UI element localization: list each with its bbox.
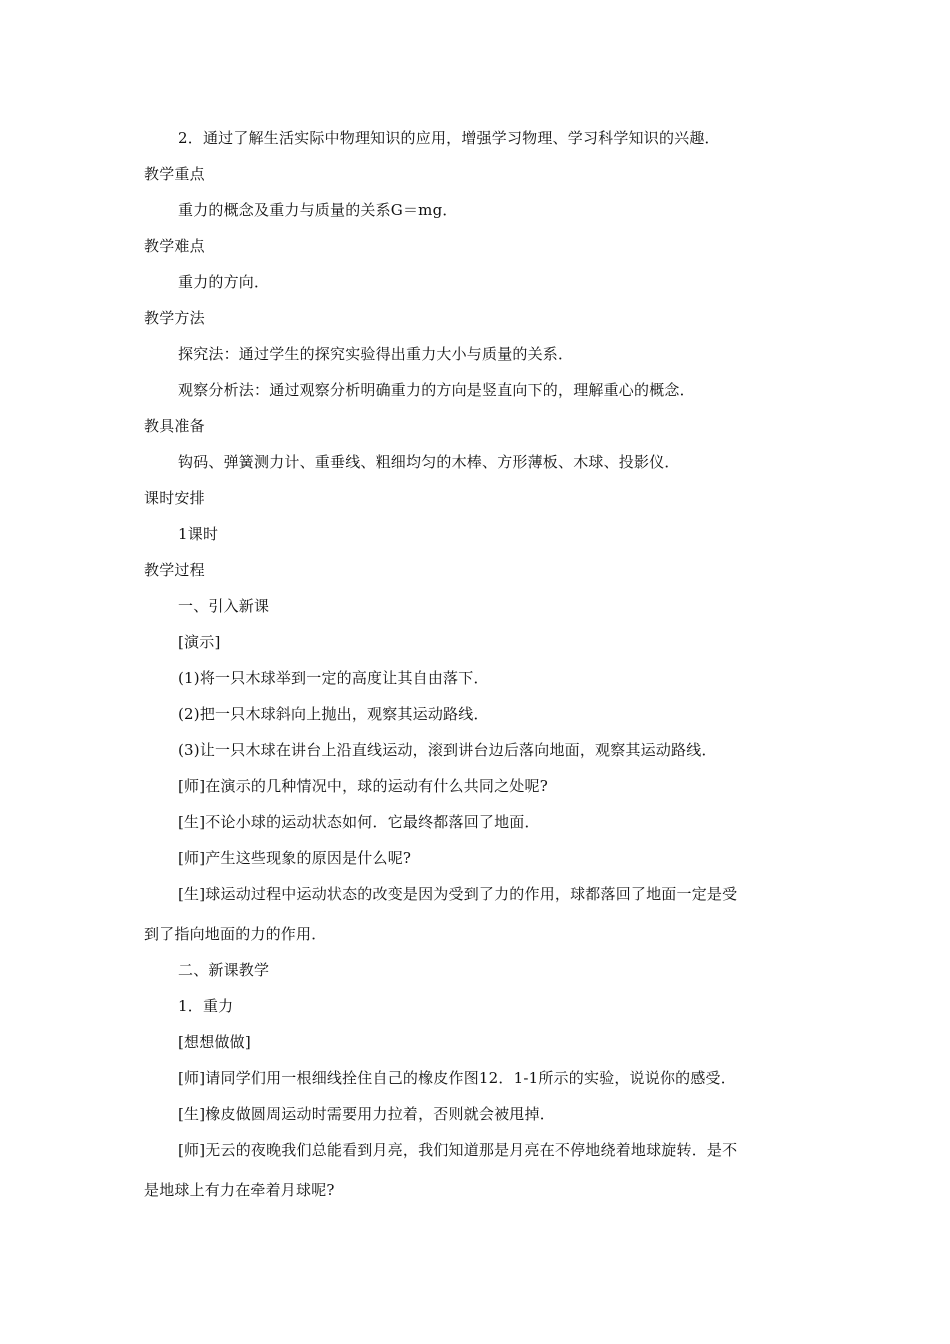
heading-process: 教学过程 xyxy=(144,561,205,579)
key-points-text: 重力的概念及重力与质量的关系G＝mg． xyxy=(178,201,458,219)
dialog-line: [生]橡皮做圆周运动时需要用力拉着，否则就会被甩掉． xyxy=(178,1105,555,1123)
dialog-line: [师]产生这些现象的原因是什么呢? xyxy=(178,849,412,867)
dialog-line: [师]请同学们用一根细线拴住自己的橡皮作图12．1-1所示的实验，说说你的感受． xyxy=(178,1069,736,1087)
method-item: 观察分析法：通过观察分析明确重力的方向是竖直向下的，理解重心的概念． xyxy=(178,381,695,399)
think-label: [想想做做] xyxy=(178,1033,251,1051)
demo-step: (2)把一只木球斜向上抛出，观察其运动路线． xyxy=(178,705,489,723)
heading-key-points: 教学重点 xyxy=(144,165,205,183)
part1-title: 一、引入新课 xyxy=(178,597,270,615)
demo-label: [演示] xyxy=(178,633,221,651)
dialog-line: [生]不论小球的运动状态如何．它最终都落回了地面． xyxy=(178,813,540,831)
demo-step: (3)让一只木球在讲台上沿直线运动，滚到讲台边后落向地面，观察其运动路线． xyxy=(178,741,717,759)
answer-line: [生]球运动过程中运动状态的改变是因为受到了力的作用，球都落回了地面一定是受 xyxy=(178,885,738,903)
teaching-goal-2: 2．通过了解生活实际中物理知识的应用，增强学习物理、学习科学知识的兴趣． xyxy=(178,129,720,147)
heading-methods: 教学方法 xyxy=(144,309,205,327)
heading-schedule: 课时安排 xyxy=(144,489,205,507)
dialog-line: [师]在演示的几种情况中，球的运动有什么共同之处呢? xyxy=(178,777,548,795)
difficulties-text: 重力的方向． xyxy=(178,273,270,291)
final-line-continued: 是地球上有力在牵着月球呢? xyxy=(144,1181,335,1199)
heading-difficulties: 教学难点 xyxy=(144,237,205,255)
heading-equipment: 教具准备 xyxy=(144,417,205,435)
subsection-gravity: 1．重力 xyxy=(178,997,234,1015)
equipment-text: 钩码、弹簧测力计、重垂线、粗细均匀的木棒、方形薄板、木球、投影仪． xyxy=(178,453,680,471)
demo-step: (1)将一只木球举到一定的高度让其自由落下． xyxy=(178,669,489,687)
method-item: 探究法：通过学生的探究实验得出重力大小与质量的关系． xyxy=(178,345,574,363)
part2-title: 二、新课教学 xyxy=(178,961,270,979)
answer-line-continued: 到了指向地面的力的作用． xyxy=(144,925,327,943)
final-line: [师]无云的夜晚我们总能看到月亮，我们知道那是月亮在不停地绕着地球旋转．是不 xyxy=(178,1141,738,1159)
schedule-text: 1课时 xyxy=(178,525,219,543)
